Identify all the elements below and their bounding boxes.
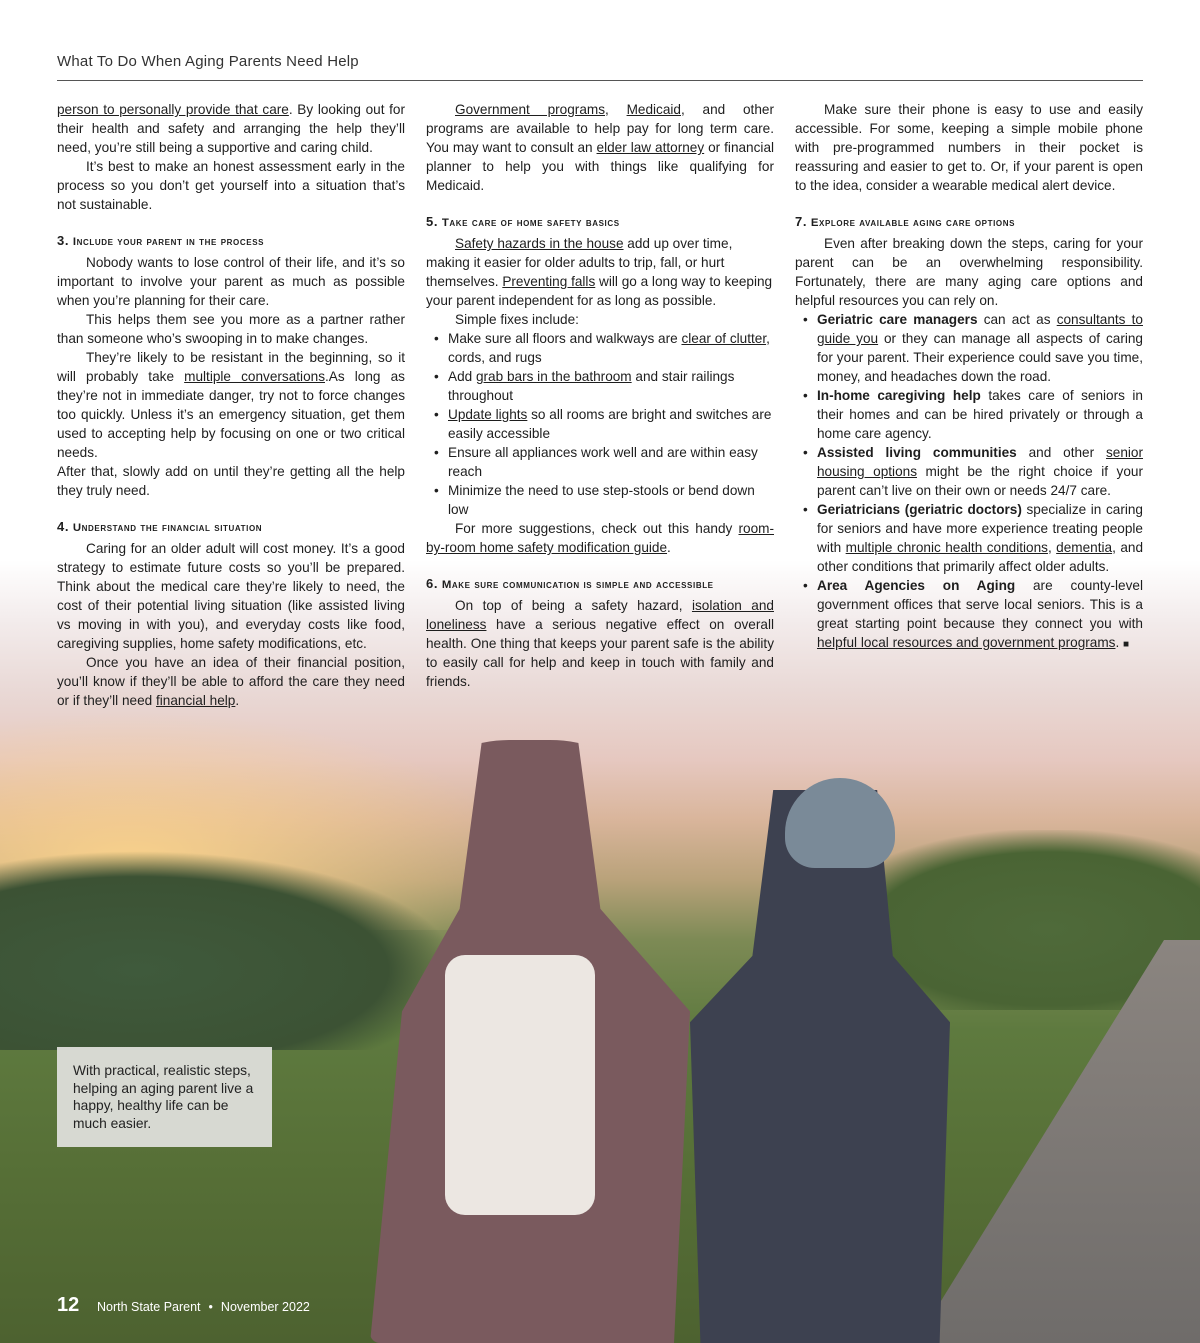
link-elder-law-attorney[interactable]: elder law attorney	[596, 140, 705, 155]
paragraph: Simple fixes include:	[455, 312, 579, 327]
section-heading-7	[795, 213, 1143, 232]
section-title: Make sure communication is simple and accessible	[441, 579, 714, 591]
running-head: What To Do When Aging Parents Need Help	[57, 53, 359, 70]
list-item	[795, 576, 1143, 654]
text: and other	[1016, 445, 1106, 460]
link-isolation-loneliness[interactable]: isolation and loneliness	[426, 598, 774, 632]
list-item	[426, 367, 774, 405]
term: Area Agencies on Aging	[817, 578, 1016, 593]
trees-left	[0, 850, 460, 1050]
column-3	[795, 100, 1143, 654]
section-number: 5.	[426, 214, 439, 229]
text: , and other programs are available to help pay for long term care. You may want to consult an	[426, 102, 774, 155]
column-1	[57, 100, 405, 710]
list-item	[795, 386, 1143, 443]
link-senior-housing[interactable]: senior housing options	[817, 445, 1144, 479]
paragraph	[57, 100, 405, 157]
term: Geriatric care managers	[817, 312, 978, 327]
text: ,	[605, 102, 627, 117]
text: .	[667, 540, 671, 555]
term: Geriatricians (geriatric doctors)	[817, 502, 1022, 517]
paragraph: Caring for an older adult will cost money. It’s a good strategy to estimate future costs so you’ll be prepared. Think about the medical care they’re likely to need, the cost of their potential living situation (like assisted living vs moving in with you), and everyday costs like food, caregiving supplies, home safety modifications, etc.	[57, 541, 405, 651]
link-multiple-conversations[interactable]: multiple conversations	[184, 369, 325, 384]
list-item: • Ensure all appliances work well and are within easy reach	[426, 443, 774, 481]
section-title: Explore available aging care options	[810, 217, 1016, 229]
text: Once you have an idea of their financial position, you’ll know if they’ll be able to afford the care they need or if they’ll need	[57, 655, 405, 708]
list-item	[426, 329, 774, 367]
section-title: Understand the financial situation	[72, 522, 263, 534]
section-number: 6.	[426, 576, 439, 591]
section-number: 7.	[795, 214, 808, 229]
photo-caption: With practical, realistic steps, helping an aging parent live a happy, healthy life can be much easier.	[57, 1047, 272, 1147]
term: In-home caregiving help	[817, 388, 981, 403]
section-title: Take care of home safety basics	[441, 217, 620, 229]
separator: •	[208, 1300, 213, 1314]
text: For more suggestions, check out this handy	[455, 521, 739, 536]
text: might be the right choice if your parent can’t live on their own or needs 24/7 care.	[817, 464, 1143, 498]
page-number: 12	[57, 1294, 80, 1316]
text: add up over time, making it easier for older adults to trip, fall, or hurt themselves.	[426, 236, 733, 289]
text: have a serious negative effect on overall health. One thing that keeps your parent safe is the ability to easily call for help and keep in touch with family and friends.	[426, 617, 774, 689]
link-dementia[interactable]: dementia	[1056, 540, 1113, 555]
publication-name: North State Parent	[97, 1300, 201, 1314]
paragraph	[57, 653, 405, 710]
link-safety-hazards[interactable]: Safety hazards in the house	[455, 236, 624, 251]
section-number: 4.	[57, 519, 70, 534]
paragraph: After that, slowly add on until they’re getting all the help they truly need.	[57, 464, 405, 498]
text: .As long as they’re not in immediate danger, try not to force changes too quickly. Unless it’s an emergency situation, get them used to accepting help by focusing on one or two critical needs.	[57, 369, 405, 460]
text: are county-level government offices that serve local seniors. This is a great starting point because they connect you with	[817, 578, 1143, 631]
header-rule	[57, 80, 1143, 81]
text: Make sure all floors and walkways are	[448, 331, 682, 346]
younger-woman-shirt	[445, 955, 595, 1215]
paragraph	[426, 596, 774, 691]
section-heading-5	[426, 213, 774, 232]
footer-credit	[97, 1300, 310, 1314]
text: ,	[1047, 540, 1057, 555]
column-2	[426, 100, 774, 691]
text: takes care of seniors in their homes and can be hired privately or through a home care agency.	[817, 388, 1143, 441]
paragraph	[426, 519, 774, 557]
text: , cords, and rugs	[448, 331, 770, 365]
paragraph	[57, 348, 405, 462]
text: can act as	[977, 312, 1057, 327]
text: or financial planner to help you with things like qualifying for Medicaid.	[426, 140, 775, 193]
text: and stair railings throughout	[448, 369, 735, 403]
list-item	[795, 443, 1143, 500]
text: Add	[448, 369, 476, 384]
section-heading-3	[57, 232, 405, 251]
text: specialize in caring for seniors and have more experience treating people with	[817, 502, 1143, 555]
paragraph: Make sure their phone is easy to use and easily accessible. For some, keeping a simple mobile phone with pre-programmed numbers in their pocket is reassuring and easier to get to. Or, if your parent is open to the idea, consider a wearable medical alert device.	[795, 102, 1143, 193]
text: so all rooms are bright and switches are easily accessible	[448, 407, 772, 441]
list-item	[795, 310, 1143, 386]
end-mark: ■	[1123, 639, 1130, 650]
link-update-lights[interactable]: Update lights	[448, 407, 528, 422]
link-personal-care[interactable]: person to personally provide that care	[57, 102, 289, 117]
text: They’re likely to be resistant in the beginning, so it will probably take	[57, 350, 405, 384]
list-item: • Minimize the need to use step-stools or bend down low	[426, 481, 774, 519]
section-title: Include your parent in the process	[72, 236, 265, 248]
text: On top of being a safety hazard,	[455, 598, 692, 613]
text: , and other conditions that primarily affect older adults.	[817, 540, 1144, 574]
fixes-list	[426, 329, 774, 519]
section-number: 3.	[57, 233, 70, 248]
paragraph: It’s best to make an honest assessment early in the process so you don’t get yourself into a situation that’s not sustainable.	[57, 159, 405, 212]
paragraph: Nobody wants to lose control of their life, and it’s so important to involve your parent as much as possible when you’re planning for their care.	[57, 255, 405, 308]
link-financial-help[interactable]: financial help	[156, 693, 236, 708]
link-medicaid[interactable]: Medicaid	[626, 102, 681, 117]
text: will go a long way to keeping your parent independent for as long as possible.	[426, 274, 773, 308]
link-consultants[interactable]: consultants to guide you	[817, 312, 1143, 346]
text: or they can manage all aspects of caring for your parent. Their experience could save you time, money, and headaches down the road.	[817, 331, 1143, 384]
link-preventing-falls[interactable]: Preventing falls	[502, 274, 596, 289]
link-grab-bars[interactable]: grab bars in the bathroom	[475, 369, 632, 384]
term: Assisted living communities	[817, 445, 1017, 460]
link-local-resources[interactable]: helpful local resources and government programs	[817, 635, 1116, 650]
section-heading-4	[57, 518, 405, 537]
link-government-programs[interactable]: Government programs	[455, 102, 605, 117]
section-heading-6	[426, 575, 774, 594]
paragraph	[426, 100, 774, 195]
paragraph	[426, 234, 774, 310]
text: .	[1115, 635, 1120, 650]
list-item	[426, 405, 774, 443]
link-chronic-conditions[interactable]: multiple chronic health conditions	[845, 540, 1048, 555]
issue-date: November 2022	[220, 1300, 310, 1314]
text: .	[235, 693, 240, 708]
paragraph: This helps them see you more as a partner rather than someone who’s swooping in to make changes.	[57, 312, 405, 346]
link-clear-of-clutter[interactable]: clear of clutter	[681, 331, 767, 346]
text: . By looking out for their health and safety and arranging the help they’ll need, you’re still being a supportive and caring child.	[57, 102, 405, 155]
paragraph: Even after breaking down the steps, caring for your parent can be an overwhelming responsibility. Fortunately, there are many aging care options and helpful resources you can rely on.	[795, 236, 1143, 308]
care-options-list	[795, 310, 1143, 654]
list-item	[795, 500, 1143, 576]
link-home-safety-guide[interactable]: room-by-room home safety modification guide	[426, 521, 774, 555]
